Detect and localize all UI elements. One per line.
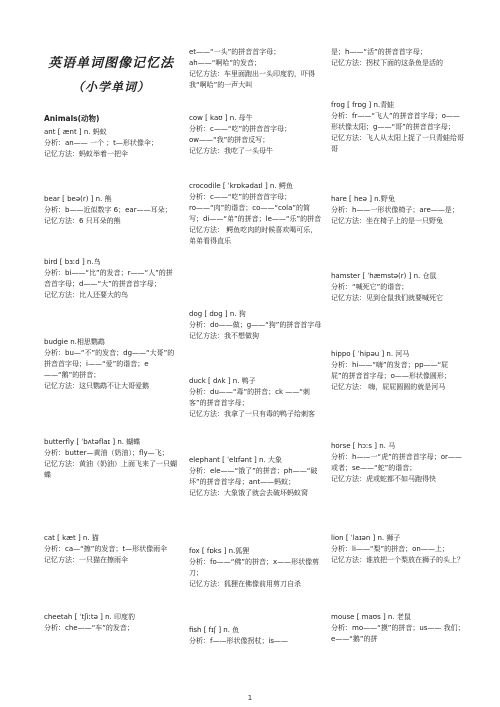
- entry-line: 分析：ca—“擦”的发音；t—形状像雨伞: [44, 545, 168, 553]
- entry-head: butterfly [ ˈbʌtəflaɪ ] n. 蝴蝶: [44, 438, 141, 446]
- entry-line: 记忆方法： 鳄鱼吃肉的时候喜欢喝可乐，弟弟看得直乐: [189, 226, 318, 245]
- entry-line: 记忆方法：我吃了一头母牛: [189, 147, 273, 155]
- entry-line: 分析：h——一“虎”的拼音首字母；or——或者；se——“蛇”的谐音；: [331, 453, 462, 472]
- entry-head: bird [ bɜːd ] n.鸟: [44, 258, 101, 266]
- entry-cheetah: [44, 612, 178, 634]
- entry-line: 分析：butter—黄油（奶油）；fly—飞；: [44, 449, 169, 457]
- entry-frog: [331, 100, 465, 155]
- entry-dog: [189, 309, 323, 342]
- entry-line: 分析：ele——“饿了”的拼音；ph——“破坏”的拼音首字母；ant——蚂蚁；: [189, 467, 318, 486]
- entry-head: hippo [ ˈhipəu ] n. 河马: [331, 350, 410, 358]
- entry-line: 分析：an—— 一个 ；t—形状像伞；: [44, 139, 158, 147]
- entry-line: 记忆方法：黄油（奶油）上面飞来了一只蝴蝶: [44, 460, 177, 479]
- entry-line: 是；h——“活”的拼音首字母；: [331, 48, 427, 56]
- entry-line: 分析：fo——“佛”的拼音；x——形状像剪刀；: [189, 558, 320, 577]
- entry-line: 分析：bu—“不”的发音；dg——“大哥”的拼音首字母；i——“爱”的谐音；e——“鹅”的拼音；: [44, 349, 175, 379]
- entry-line: 记忆方法：车里面跑出一头印度豹，吓得我“啊哈”的一声大叫: [189, 70, 315, 89]
- entry-head: cow [ kaʊ ] n. 母牛: [189, 114, 253, 122]
- entry-line: 记忆方法：拐杖下面的这条鱼是活的: [331, 59, 443, 67]
- subtitle: （小学单词）: [71, 80, 150, 94]
- entry-line: 分析：fr——“飞人”的拼音首字母；o——形状像太阳；g——“哥”的拼音首字母；: [331, 112, 460, 131]
- entry-line: 记忆方法：飞人从太阳上捉了一只青蛙给哥哥: [331, 134, 464, 153]
- entry-line: 记忆方法：一只猫在擦雨伞: [44, 556, 128, 564]
- entry-line: 分析：c——“吃”的拼音首字母；: [189, 193, 292, 201]
- entry-line: 记忆方法：蚂蚁举着一把伞: [44, 150, 128, 158]
- entry-hamster: [331, 271, 465, 304]
- entry-head: bear [ beə(r) ] n. 熊: [44, 195, 112, 203]
- entry-line: 分析：du——“毒”的拼音；ck ——“刺客”的拼音首字母；: [189, 388, 310, 407]
- entry-line: 记忆方法：坐在椅子上的是一只野兔: [331, 217, 443, 225]
- entry-hippo: [331, 349, 465, 393]
- entry-line: 分析：f——形状像拐杖；is——: [189, 637, 289, 645]
- entry-line: 分析：li——“梨”的拼音；on——上；: [331, 545, 449, 553]
- entry-cow: [189, 113, 323, 157]
- entry-line: 记忆方法：我拿了一只有毒的鸭子给刺客: [189, 410, 315, 418]
- entry-line: 记忆方法：大象饿了就会去破坏蚂蚁窝: [189, 489, 308, 497]
- entry-line: 记忆方法：比人还要大的鸟: [44, 291, 128, 299]
- entry-bear: [44, 194, 178, 227]
- entry-cat: [44, 533, 178, 566]
- entry-head: lion [ ˈlaɪən ] n. 狮子: [331, 534, 401, 542]
- entry-head: dog [ dɒɡ ] n. 狗: [189, 310, 246, 318]
- entry-horse: [331, 441, 465, 485]
- entry-line: 记忆方法： 嗨，屁屁圆圆的就是河马: [331, 383, 446, 391]
- entry-head: fish [ fɪʃ ] n. 鱼: [189, 626, 240, 634]
- entry-line: 记忆方法：见到仓鼠我们就要喊死它: [331, 294, 443, 302]
- entry-line: ro——“肉”的谐音；co——“cola”的简写；di——“弟”的拼音；le——“乐”的拼音: [189, 204, 322, 223]
- entry-line: 记忆方法：狐狸在佛像前用剪刀自杀: [189, 580, 301, 588]
- entry-head: elephant [ ˈelɪfənt ] n. 大象: [189, 456, 282, 464]
- entry-head: mouse [ maʊs ] n. 老鼠: [331, 613, 411, 621]
- entry-line: 记忆方法：谁放把一个梨放在狮子的头上？: [331, 556, 464, 564]
- entry-mouse: [331, 612, 465, 645]
- page-number: 1: [247, 694, 253, 702]
- title: 英语单词图像记忆法: [47, 56, 174, 71]
- section-heading: Animals(动物): [44, 114, 100, 123]
- entry-line: ow——“我”的拼音反写；: [189, 136, 270, 144]
- entry-crocodile: [189, 181, 323, 247]
- entry-line: 记忆方法：这只鹦鹉不让大哥爱鹅: [44, 382, 149, 390]
- entry-fox: [189, 546, 323, 590]
- entry-head: horse [ hɔːs ] n. 马: [331, 442, 396, 450]
- entry-line: 分析：bi——“比”的发音；r——“人”的拼音首字母；d——“大”的拼音首字母；: [44, 269, 173, 288]
- entry-elephant: [189, 455, 323, 499]
- entry-duck: [189, 376, 323, 420]
- entry-line: 分析：hi——“嗨”的发音；pp——“屁屁”的拼音首字母；o——形状像圆形；: [331, 361, 451, 380]
- entry-line: et——“一头”的拼音首字母；: [189, 48, 281, 56]
- entry-bird: [44, 257, 178, 301]
- entry-line: ah——“啊哈”的发音；: [189, 59, 261, 67]
- entry-line: 分析：mo——“摸”的拼音；us—— 我们；e——“鹅”的拼: [331, 624, 465, 643]
- entry-ant: [44, 127, 178, 160]
- entry-line: 分析：“喊死它”的谐音；: [331, 283, 409, 291]
- entry-head: hare [ heə ] n.野兔: [331, 195, 395, 203]
- entry-head: ant [ ænt ] n. 蚂蚁: [44, 128, 107, 136]
- entry-head: budgie n.相思鹦鹉: [44, 338, 105, 346]
- entry-head: cheetah [ ˈtʃiːtə ] n. 印度豹: [44, 613, 135, 621]
- entry-cheetah-cont: [189, 47, 323, 91]
- entry-head: frog [ frɒɡ ] n.青蛙: [331, 101, 395, 109]
- entry-head: hamster [ ˈhæmstə(r) ] n. 仓鼠: [331, 272, 437, 280]
- entry-line: 分析：b——近似数字 6；ear——耳朵；: [44, 206, 172, 214]
- entry-head: duck [ dʌk ] n. 鸭子: [189, 377, 256, 385]
- entry-butterfly: [44, 437, 178, 481]
- entry-line: 记忆方法：6 只耳朵的熊: [44, 217, 121, 225]
- entry-head: fox [ fɒks ] n.狐狸: [189, 547, 250, 555]
- entry-line: 分析：c——“吃”的拼音首字母；: [189, 125, 292, 133]
- entry-line: 分析：h——一形状像椅子；are——是；: [331, 206, 459, 214]
- entry-lion: [331, 533, 465, 566]
- entry-budgie: [44, 337, 178, 392]
- entry-line: 记忆方法：虎或蛇都不如马跑得快: [331, 475, 436, 483]
- entry-fish-cont: [331, 47, 465, 69]
- entry-line: 分析：che——“车”的发音；: [44, 624, 134, 632]
- entry-head: cat [ kæt ] n. 猫: [44, 534, 99, 542]
- entry-line: 分析：do——做；g——“狗”的拼音首字母: [189, 321, 322, 329]
- entry-hare: [331, 194, 465, 227]
- entry-line: 记忆方法：我不想做狗: [189, 332, 259, 340]
- entry-fish: [189, 625, 323, 647]
- entry-head: crocodile [ ˈkrɒkədaɪl ] n. 鳄鱼: [189, 182, 293, 190]
